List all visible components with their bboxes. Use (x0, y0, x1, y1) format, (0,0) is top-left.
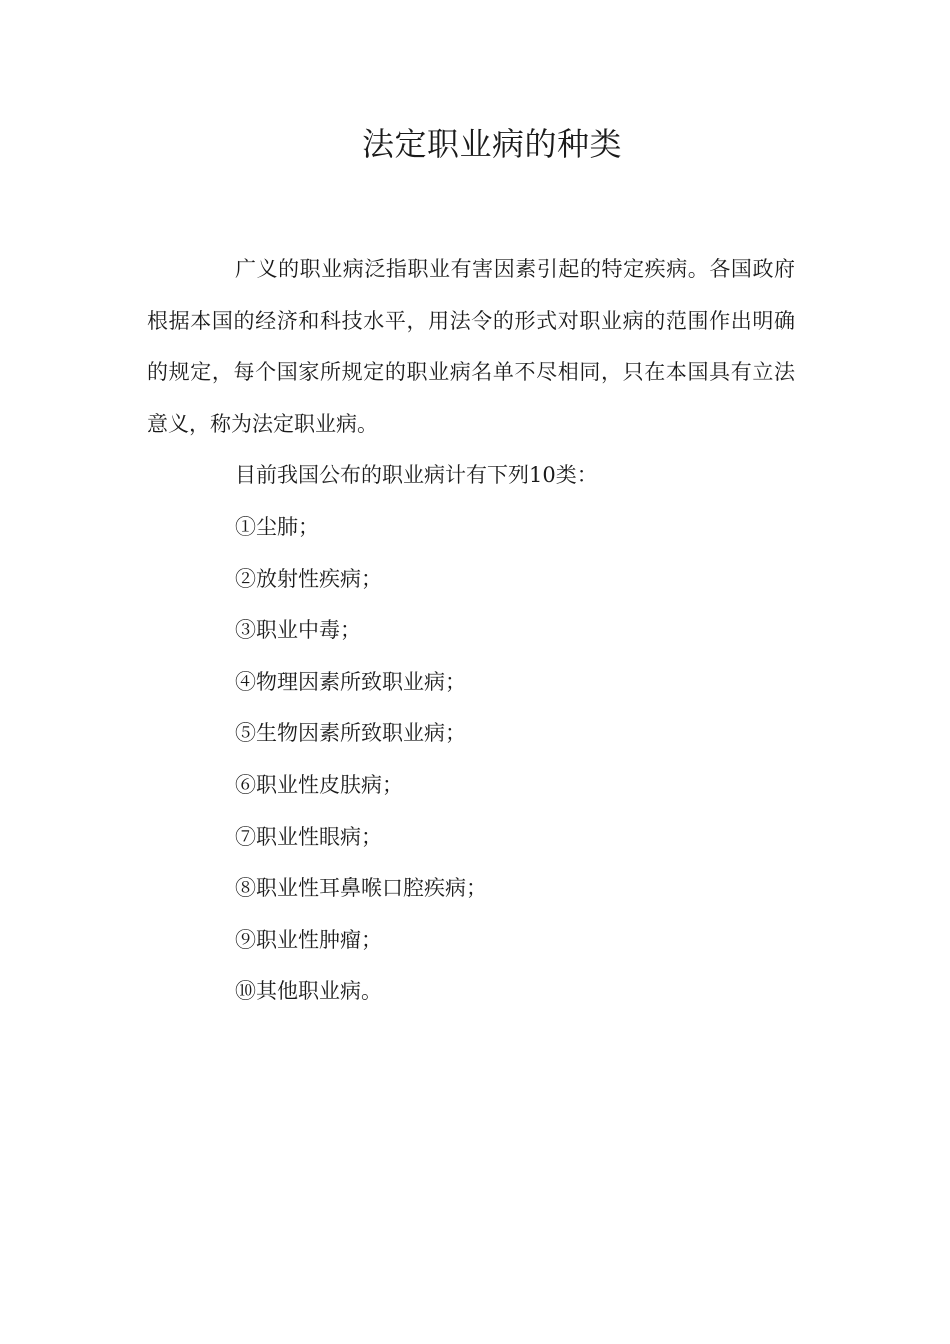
document-title: 法定职业病的种类 (361, 125, 622, 163)
list-item: ②放射性疾病； (235, 566, 382, 591)
document-body (147, 244, 795, 1018)
list-item: ⑤生物因素所致职业病； (235, 721, 466, 746)
list-item: ④物理因素所致职业病； (235, 669, 466, 694)
list-intro-paragraph: 目前我国公布的职业病计有下列10类： (235, 463, 598, 488)
list-item: ⑩其他职业病。 (235, 979, 382, 1004)
list-item: ⑨职业性肿瘤； (235, 927, 382, 952)
list-item: ⑥职业性皮肤病； (235, 772, 403, 797)
list-item: ⑧职业性耳鼻喉口腔疾病； (235, 876, 487, 901)
disease-list (147, 502, 795, 1018)
intro-paragraph: 广义的职业病泛指职业有害因素引起的特定疾病。各国政府根据本国的经济和科技水平，用法令的形式对职业病的范围作出明确的规定，每个国家所规定的职业病名单不尽相同，只在本国具有立法意义，称为法定职业病。 (147, 257, 795, 436)
list-item: ①尘肺； (235, 514, 319, 539)
list-item: ⑦职业性眼病； (235, 824, 382, 849)
list-item: ③职业中毒； (235, 618, 361, 643)
